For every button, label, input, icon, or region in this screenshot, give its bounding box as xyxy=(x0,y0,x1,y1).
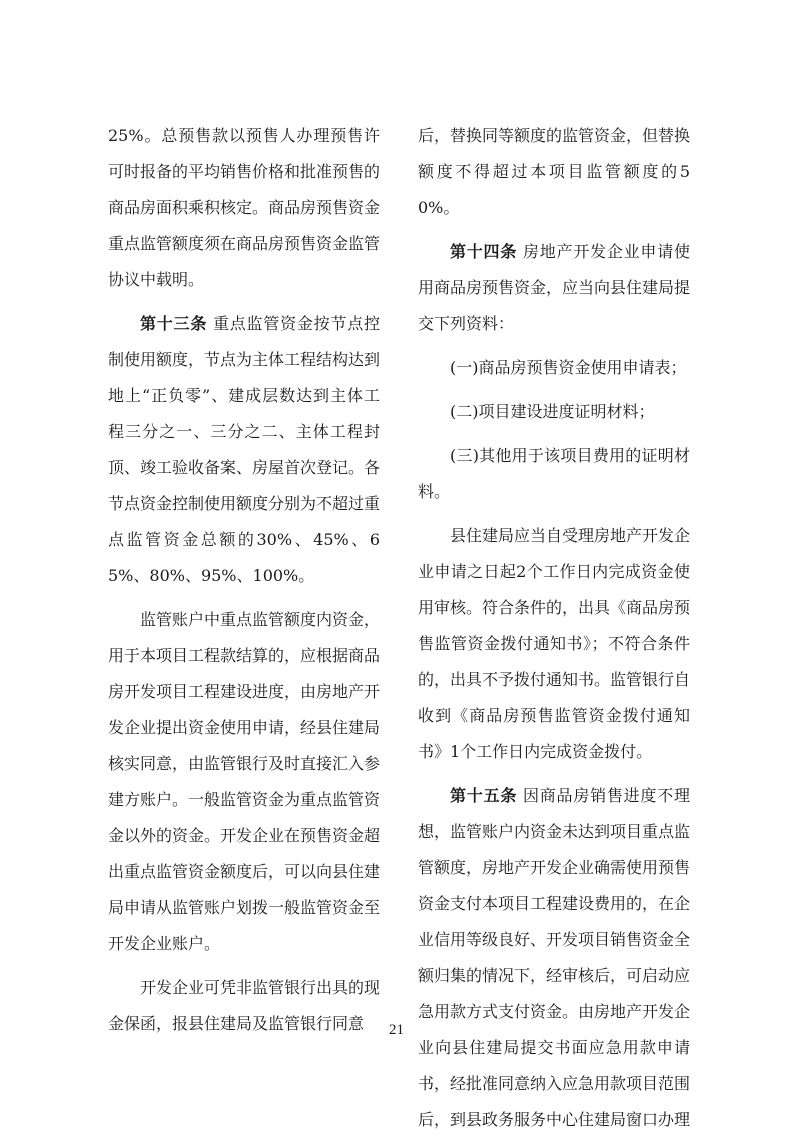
paragraph-text: 县住建局应当自受理房地产开发企业申请之日起2个工作日内完成资金使用审核。符合条件的，出具《商品房预售监管资金拨付通知书》；不符合条件的，出具不予拨付通知书。监管银行自收到《商品房预售监管资金拨付通知书》1个工作日内完成资金拨付。 xyxy=(418,526,691,761)
paragraph xyxy=(418,234,690,342)
paragraph-text: (一)商品房预售资金使用申请表； xyxy=(450,358,687,377)
paragraph-text: 开发企业可凭非监管银行出具的现金保函，报县住建局及监管银行同意 xyxy=(108,978,381,1033)
article-heading: 第十五条 xyxy=(450,786,518,805)
paragraph-text: 因商品房销售进度不理想，监管账户内资金未达到项目重点监管额度，房地产开发企业确需使用预售资金支付本项目工程建设费用的，在企业信用等级良好、开发项目销售资金全额归集的情况下，经审核后，可启动应急用款方式支付资金。由房地产开发企业向县住建局提交书面应急用款申请书，经批准同意纳入应急用款项目范围后，到县政务服务中心住建局窗口办理 xyxy=(418,786,691,1129)
paragraph-text: (二)项目建设进度证明材料； xyxy=(450,402,655,421)
paragraph xyxy=(418,518,690,770)
paragraph xyxy=(108,118,380,298)
right-column xyxy=(418,118,690,1146)
paragraph-text: 25%。总预售款以预售人办理预售许可时报备的平均销售价格和批准预售的商品房面积乘积核定。商品房预售资金重点监管额度须在商品房预售资金监管协议中载明。 xyxy=(108,126,381,289)
paragraph-text: 监管账户中重点监管额度内资金，用于本项目工程款结算的，应根据商品房开发项目工程建设进度，由房地产开发企业提出资金使用申请，经县住建局核实同意，由监管银行及时直接汇入参建方账户。一般监管资金为重点监管资金以外的资金。开发企业在预售资金超出重点监管资金额度后，可以向县住建局申请从监管账户划拨一般监管资金至开发企业账户。 xyxy=(108,610,381,953)
paragraph xyxy=(418,778,690,1138)
paragraph-text: (三)其他用于该项目费用的证明材料。 xyxy=(418,446,690,501)
paragraph xyxy=(108,602,380,962)
paragraph-text: 后，替换同等额度的监管资金，但替换额度不得超过本项目监管额度的50%。 xyxy=(418,126,691,217)
paragraph-text: 重点监管资金按节点控制使用额度，节点为主体工程结构达到地上“正负零”、建成层数达到主体工程三分之一、三分之二、主体工程封顶、竣工验收备案、房屋首次登记。各节点资金控制使用额度分别为不超过重点监管资金总额的30%、45%、65%、80%、95%、100%。 xyxy=(108,314,381,585)
list-item xyxy=(418,394,690,430)
article-heading: 第十三条 xyxy=(140,314,208,333)
list-item xyxy=(418,438,690,510)
article-heading: 第十四条 xyxy=(450,242,518,261)
page-number: 21 xyxy=(389,1022,404,1038)
paragraph xyxy=(108,306,380,594)
paragraph-text: 房地产开发企业申请使用商品房预售资金，应当向县住建局提交下列资料： xyxy=(418,242,691,333)
left-column xyxy=(108,118,380,1050)
list-item xyxy=(418,350,690,386)
paragraph xyxy=(418,118,690,226)
